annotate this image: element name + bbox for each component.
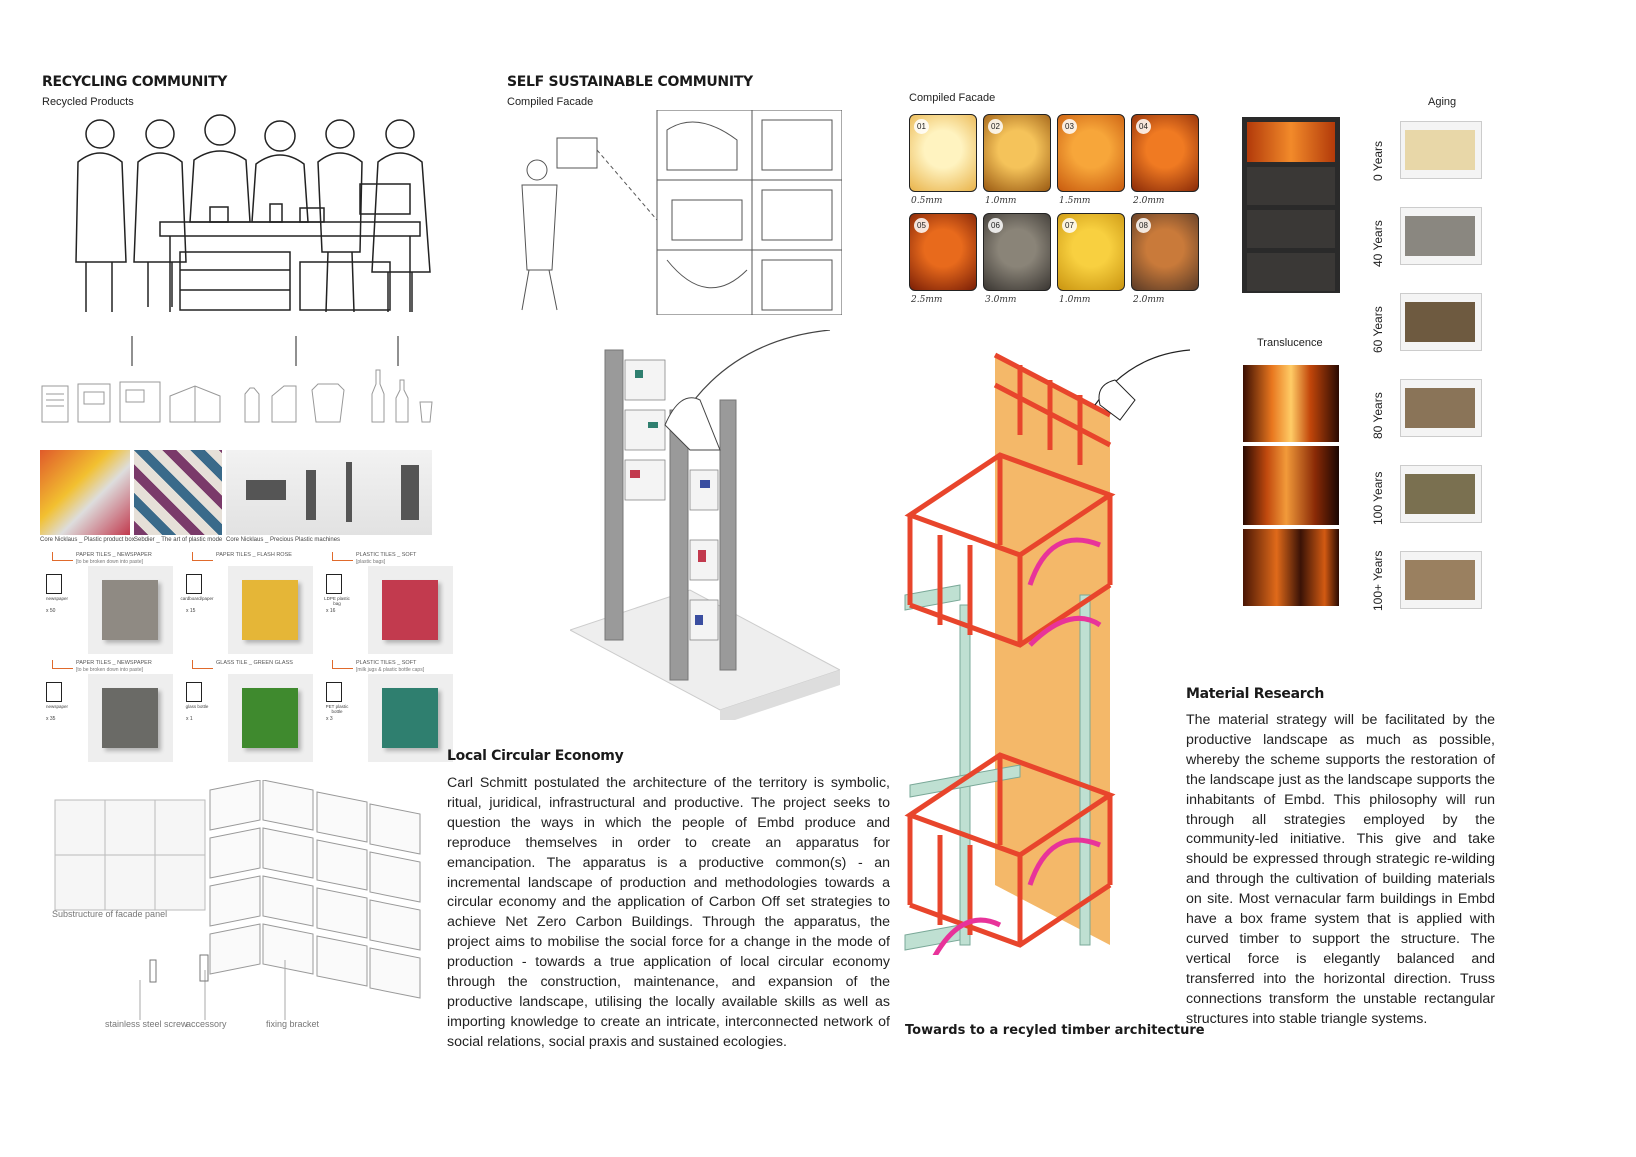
recycling-title: RECYCLING COMMUNITY: [42, 74, 228, 90]
label-bracket: fixing bracket: [266, 1019, 320, 1029]
tile-source-icon: [186, 682, 202, 702]
tile-label: PLASTIC TILES _ SOFT: [356, 552, 417, 558]
recycled-tile-card: [320, 660, 455, 764]
tile-source-icon: [46, 574, 62, 594]
label-screw: stainless steel screw: [105, 1019, 188, 1029]
sample-thickness: 1.0mm: [1059, 295, 1091, 305]
facade-sample-swatch: [909, 114, 977, 192]
aging-sample: [1400, 465, 1482, 523]
tile-source: glass bottle: [185, 704, 209, 709]
sample-thickness: 2.5mm: [911, 295, 943, 305]
tile-source: newspaper: [45, 704, 68, 709]
sample-number: 03: [1062, 119, 1077, 134]
tile-qty: x 1: [186, 716, 193, 722]
tile-source-icon: [186, 574, 202, 594]
tile-sublabel: [to be broken down into paste]: [76, 559, 143, 565]
sample-number: 04: [1136, 119, 1151, 134]
aging-sample: [1400, 293, 1482, 351]
tile-photo: [88, 674, 173, 762]
aging-sample: [1400, 121, 1482, 179]
material-body: The material strategy will be facilitated by the productive landscape as much as possible, whereby the scheme supports the restoration of the landscape just as the landscape supports the inhabitants of Embd. This philosophy will run through all strategies employed by the community-led initiative. This give and take should be expressed through strategic re-wilding and through the cultivation of building materials on site. Most vernacular farm buildings in Embd have a box frame system that is applied with curved timber to support the structure. The vertical force is elegantly balanced and transferred into the horizontal direction. Truss connections transform the unstable rectangular structures into stable triangle systems.: [1186, 712, 1495, 1027]
sustainable-subtitle: Compiled Facade: [507, 96, 594, 108]
facade-samples-grid: [909, 114, 1209, 314]
tile-photo: [88, 566, 173, 654]
aging-title: Aging: [1428, 96, 1457, 108]
photo-plastic-tiles: [134, 450, 222, 535]
tile-source-icon: [326, 574, 342, 594]
facade-panel-exploded-diagram: [45, 780, 445, 1030]
label-substructure: Substructure of facade panel: [52, 909, 168, 919]
sample-thickness: 1.0mm: [985, 196, 1017, 206]
tile-photo: [368, 566, 453, 654]
tile-source-icon: [46, 682, 62, 702]
translucence-title: Translucence: [1257, 337, 1323, 349]
recycled-tile-card: [320, 552, 455, 656]
photo-plastic-product-box: [40, 450, 130, 535]
recycled-tile-card: [40, 660, 175, 764]
aging-label: 100 Years: [1371, 471, 1385, 525]
sample-number: 08: [1136, 218, 1151, 233]
timber-caption: Towards to a recyled timber architecture: [905, 1023, 1205, 1038]
tile-qty: x 3: [326, 716, 333, 722]
aging-label: 80 Years: [1371, 392, 1385, 439]
tile-label: PLASTIC TILES _ SOFT: [356, 660, 417, 666]
caption-3: Core Nicklaus _ Precious Plastic machines: [226, 537, 341, 543]
sample-thickness: 2.0mm: [1133, 295, 1165, 305]
translucence-sample-2: [1243, 446, 1339, 525]
sample-number: 01: [914, 119, 929, 134]
tile-qty: x 16: [326, 608, 336, 614]
recycled-items-icons: [40, 336, 460, 426]
sustainable-title: SELF SUSTAINABLE COMMUNITY: [507, 74, 753, 90]
facade-sample-swatch: [983, 114, 1051, 192]
tile-photo: [228, 566, 313, 654]
aging-sample: [1400, 207, 1482, 265]
caption-2: Sebdier _ The art of plastic mode: [134, 537, 223, 543]
sample-thickness: 1.5mm: [1059, 196, 1091, 206]
facade-sample-swatch: [909, 213, 977, 291]
facade-sample-swatch: [1057, 213, 1125, 291]
facade-sample-swatch: [1057, 114, 1125, 192]
tile-label: PAPER TILES _ FLASH ROSE: [216, 552, 292, 558]
tile-photo: [228, 674, 313, 762]
material-title: Material Research: [1186, 686, 1325, 702]
tile-source-icon: [326, 682, 342, 702]
tile-sublabel: [plastic bags]: [356, 559, 386, 565]
tile-qty: x 50: [46, 608, 56, 614]
tile-source: PET plastic bottle: [325, 704, 349, 714]
translucence-sample-3: [1243, 529, 1339, 606]
tile-label: PAPER TILES _ NEWSPAPER: [76, 552, 152, 558]
aging-label: 60 Years: [1371, 306, 1385, 353]
sample-number: 06: [988, 218, 1003, 233]
tile-photo: [368, 674, 453, 762]
tile-qty: x 15: [186, 608, 196, 614]
facade-samples-title: Compiled Facade: [909, 92, 996, 104]
aging-label: 0 Years: [1371, 140, 1385, 181]
compiled-facade-sketch: [507, 110, 842, 315]
tile-sublabel: [milk jugs & plastic bottle caps]: [356, 667, 425, 673]
label-accessory: accessory: [186, 1019, 227, 1029]
sample-thickness: 2.0mm: [1133, 196, 1165, 206]
shelf-model-photo: [570, 330, 840, 720]
aging-label: 100+ Years: [1371, 550, 1385, 611]
recycling-subtitle: Recycled Products: [42, 96, 134, 108]
circular-body: Carl Schmitt postulated the architecture of the territory is symbolic, ritual, juridical, infrastructural and productive. The project seeks to question the ways in which the people of Embd produce and reproduce themselves in order to create an apparatus for emancipation. The apparatus is a productive common(s) - an incremental landscape of production and methodologies towards a circular economy and the application of Carbon Off set strategies to achieve Net Zero Carbon Buildings. Through the apparatus, the project aims to mobilise the social force for a change in the mode of production - towards a true application of local circular economy through the construction, maintenance, and expansion of the productive landscape, utilising the locally available skills as well as importing knowledge to create an intricate, interconnected network of social relations, social praxis and sustained ecologies.: [447, 775, 890, 1050]
tile-source: newspaper: [45, 596, 68, 601]
aging-sample: [1400, 379, 1482, 437]
photo-plastic-machines: [226, 450, 432, 535]
recycled-tile-card: [180, 660, 315, 764]
tile-source: cardboard/paper: [180, 596, 214, 601]
aging-sample: [1400, 551, 1482, 609]
translucence-sample-1: [1243, 365, 1339, 442]
sample-number: 07: [1062, 218, 1077, 233]
community-people-illustration: [60, 112, 460, 337]
sample-thickness: 3.0mm: [985, 295, 1017, 305]
sample-number: 05: [914, 218, 929, 233]
aging-label: 40 Years: [1371, 220, 1385, 267]
aging-list: [1365, 115, 1495, 615]
tile-sublabel: [to be broken down into paste]: [76, 667, 143, 673]
recycled-tile-card: [40, 552, 175, 656]
circular-title: Local Circular Economy: [447, 748, 624, 764]
facade-sample-swatch: [1131, 114, 1199, 192]
sample-thickness: 0.5mm: [911, 196, 943, 206]
sample-number: 02: [988, 119, 1003, 134]
recycled-tile-card: [180, 552, 315, 656]
tile-source: LDPE plastic bag: [324, 596, 350, 606]
tile-label: GLASS TILE _ GREEN GLASS: [216, 660, 293, 666]
facade-sample-swatch: [983, 213, 1051, 291]
tile-qty: x 35: [46, 716, 56, 722]
caption-1: Core Nicklaus _ Plastic product box: [40, 537, 135, 543]
translucence-light-panel: [1242, 117, 1340, 293]
tile-label: PAPER TILES _ NEWSPAPER: [76, 660, 152, 666]
recycled-tiles-grid: [40, 552, 440, 762]
facade-sample-swatch: [1131, 213, 1199, 291]
timber-frame-axonometric: [900, 345, 1200, 955]
